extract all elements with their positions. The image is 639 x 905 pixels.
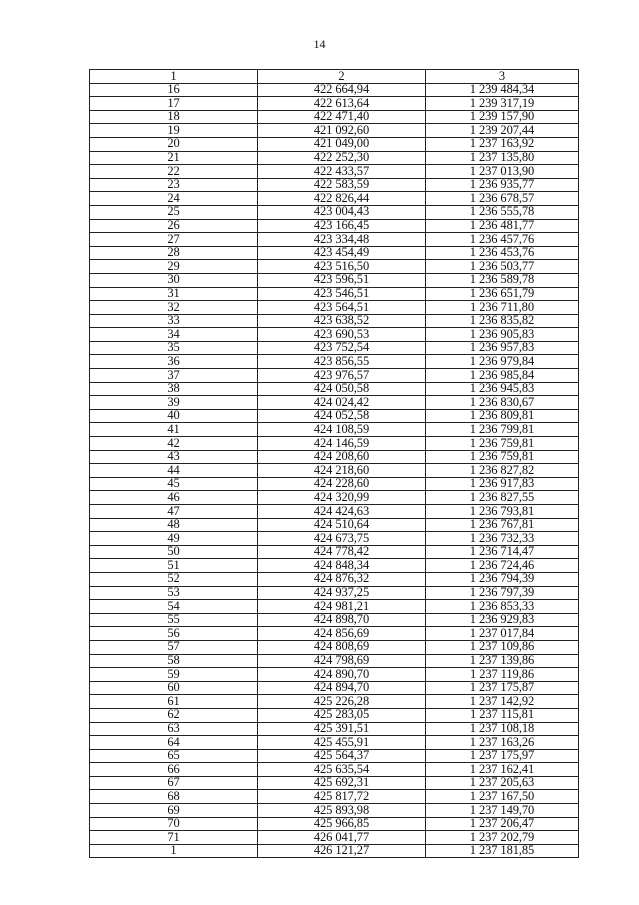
cell-point-number: 17	[90, 97, 258, 111]
cell-point-number: 65	[90, 749, 258, 763]
cell-point-number: 36	[90, 355, 258, 369]
cell-x-coordinate: 424 778,42	[258, 545, 426, 559]
cell-y-coordinate: 1 236 979,84	[426, 355, 579, 369]
cell-x-coordinate: 423 546,51	[258, 287, 426, 301]
cell-point-number: 70	[90, 817, 258, 831]
table-row	[90, 627, 579, 641]
table-row	[90, 708, 579, 722]
cell-x-coordinate: 422 583,59	[258, 178, 426, 192]
cell-y-coordinate: 1 237 163,26	[426, 736, 579, 750]
table-row	[90, 681, 579, 695]
cell-point-number: 58	[90, 654, 258, 668]
cell-x-coordinate: 422 471,40	[258, 110, 426, 124]
cell-x-coordinate: 424 108,59	[258, 423, 426, 437]
cell-x-coordinate: 423 564,51	[258, 301, 426, 315]
cell-x-coordinate: 421 049,00	[258, 137, 426, 151]
cell-x-coordinate: 424 898,70	[258, 613, 426, 627]
column-header-point: 1	[90, 70, 258, 84]
cell-point-number: 18	[90, 110, 258, 124]
table-row	[90, 314, 579, 328]
table-row	[90, 736, 579, 750]
table-row	[90, 559, 579, 573]
cell-x-coordinate: 422 826,44	[258, 192, 426, 206]
table-row	[90, 151, 579, 165]
cell-point-number: 22	[90, 165, 258, 179]
cell-x-coordinate: 424 890,70	[258, 668, 426, 682]
table-row	[90, 192, 579, 206]
cell-y-coordinate: 1 236 481,77	[426, 219, 579, 233]
cell-x-coordinate: 424 052,58	[258, 409, 426, 423]
cell-y-coordinate: 1 236 457,76	[426, 233, 579, 247]
cell-x-coordinate: 424 050,58	[258, 382, 426, 396]
cell-x-coordinate: 424 218,60	[258, 464, 426, 478]
table-row	[90, 382, 579, 396]
cell-point-number: 20	[90, 137, 258, 151]
cell-point-number: 1	[90, 844, 258, 858]
cell-point-number: 19	[90, 124, 258, 138]
cell-y-coordinate: 1 236 957,83	[426, 341, 579, 355]
cell-y-coordinate: 1 237 181,85	[426, 844, 579, 858]
column-header-y: 3	[426, 70, 579, 84]
table-row	[90, 831, 579, 845]
cell-point-number: 37	[90, 369, 258, 383]
table-row	[90, 613, 579, 627]
cell-x-coordinate: 424 798,69	[258, 654, 426, 668]
cell-point-number: 27	[90, 233, 258, 247]
cell-y-coordinate: 1 237 119,86	[426, 668, 579, 682]
cell-y-coordinate: 1 236 767,81	[426, 518, 579, 532]
table-row	[90, 341, 579, 355]
cell-point-number: 25	[90, 205, 258, 219]
cell-x-coordinate: 422 664,94	[258, 83, 426, 97]
table-body	[90, 83, 579, 858]
cell-y-coordinate: 1 236 724,46	[426, 559, 579, 573]
cell-point-number: 60	[90, 681, 258, 695]
cell-x-coordinate: 425 564,37	[258, 749, 426, 763]
cell-x-coordinate: 424 981,21	[258, 600, 426, 614]
cell-y-coordinate: 1 236 827,82	[426, 464, 579, 478]
cell-point-number: 44	[90, 464, 258, 478]
table-row	[90, 763, 579, 777]
cell-x-coordinate: 423 454,49	[258, 246, 426, 260]
cell-point-number: 47	[90, 505, 258, 519]
cell-x-coordinate: 424 320,99	[258, 491, 426, 505]
cell-x-coordinate: 423 638,52	[258, 314, 426, 328]
cell-x-coordinate: 423 334,48	[258, 233, 426, 247]
cell-point-number: 39	[90, 396, 258, 410]
cell-x-coordinate: 423 516,50	[258, 260, 426, 274]
cell-y-coordinate: 1 236 589,78	[426, 273, 579, 287]
cell-point-number: 21	[90, 151, 258, 165]
cell-x-coordinate: 424 894,70	[258, 681, 426, 695]
cell-point-number: 64	[90, 736, 258, 750]
cell-x-coordinate: 425 817,72	[258, 790, 426, 804]
cell-point-number: 42	[90, 437, 258, 451]
table-row	[90, 844, 579, 858]
cell-point-number: 66	[90, 763, 258, 777]
cell-y-coordinate: 1 237 175,97	[426, 749, 579, 763]
table-row	[90, 219, 579, 233]
table-row	[90, 246, 579, 260]
cell-point-number: 34	[90, 328, 258, 342]
table-row	[90, 260, 579, 274]
cell-y-coordinate: 1 236 827,55	[426, 491, 579, 505]
cell-y-coordinate: 1 236 759,81	[426, 437, 579, 451]
table-row	[90, 137, 579, 151]
cell-x-coordinate: 425 455,91	[258, 736, 426, 750]
cell-y-coordinate: 1 237 163,92	[426, 137, 579, 151]
cell-point-number: 52	[90, 572, 258, 586]
table-row	[90, 464, 579, 478]
cell-point-number: 71	[90, 831, 258, 845]
table-row	[90, 586, 579, 600]
cell-y-coordinate: 1 237 108,18	[426, 722, 579, 736]
cell-x-coordinate: 424 146,59	[258, 437, 426, 451]
cell-y-coordinate: 1 237 135,80	[426, 151, 579, 165]
cell-x-coordinate: 422 613,64	[258, 97, 426, 111]
cell-x-coordinate: 425 966,85	[258, 817, 426, 831]
cell-y-coordinate: 1 237 115,81	[426, 708, 579, 722]
cell-y-coordinate: 1 237 175,87	[426, 681, 579, 695]
cell-y-coordinate: 1 236 651,79	[426, 287, 579, 301]
cell-y-coordinate: 1 236 835,82	[426, 314, 579, 328]
cell-y-coordinate: 1 236 945,83	[426, 382, 579, 396]
cell-point-number: 55	[90, 613, 258, 627]
cell-x-coordinate: 423 856,55	[258, 355, 426, 369]
cell-y-coordinate: 1 236 732,33	[426, 532, 579, 546]
cell-x-coordinate: 425 635,54	[258, 763, 426, 777]
cell-y-coordinate: 1 239 207,44	[426, 124, 579, 138]
cell-point-number: 35	[90, 341, 258, 355]
cell-y-coordinate: 1 236 853,33	[426, 600, 579, 614]
cell-x-coordinate: 421 092,60	[258, 124, 426, 138]
cell-point-number: 46	[90, 491, 258, 505]
cell-y-coordinate: 1 237 017,84	[426, 627, 579, 641]
table-row	[90, 654, 579, 668]
table-row	[90, 545, 579, 559]
cell-y-coordinate: 1 236 759,81	[426, 450, 579, 464]
cell-point-number: 16	[90, 83, 258, 97]
table-row	[90, 600, 579, 614]
cell-y-coordinate: 1 236 794,39	[426, 572, 579, 586]
table-row	[90, 572, 579, 586]
cell-point-number: 38	[90, 382, 258, 396]
cell-point-number: 33	[90, 314, 258, 328]
cell-y-coordinate: 1 236 714,47	[426, 545, 579, 559]
cell-x-coordinate: 424 510,64	[258, 518, 426, 532]
cell-point-number: 29	[90, 260, 258, 274]
cell-point-number: 63	[90, 722, 258, 736]
cell-x-coordinate: 424 856,69	[258, 627, 426, 641]
cell-point-number: 51	[90, 559, 258, 573]
table-row	[90, 396, 579, 410]
cell-y-coordinate: 1 237 202,79	[426, 831, 579, 845]
cell-point-number: 31	[90, 287, 258, 301]
cell-point-number: 54	[90, 600, 258, 614]
cell-point-number: 48	[90, 518, 258, 532]
table-row	[90, 110, 579, 124]
table-row	[90, 722, 579, 736]
page-number: 14	[313, 37, 326, 51]
cell-y-coordinate: 1 236 929,83	[426, 613, 579, 627]
table-row	[90, 450, 579, 464]
table-row	[90, 804, 579, 818]
cell-x-coordinate: 424 673,75	[258, 532, 426, 546]
table-row	[90, 97, 579, 111]
cell-x-coordinate: 423 690,53	[258, 328, 426, 342]
cell-x-coordinate: 424 937,25	[258, 586, 426, 600]
table-row	[90, 505, 579, 519]
cell-point-number: 43	[90, 450, 258, 464]
cell-y-coordinate: 1 236 935,77	[426, 178, 579, 192]
table-row	[90, 409, 579, 423]
table-row	[90, 776, 579, 790]
cell-y-coordinate: 1 236 453,76	[426, 246, 579, 260]
cell-point-number: 57	[90, 640, 258, 654]
table-row	[90, 205, 579, 219]
cell-y-coordinate: 1 237 206,47	[426, 817, 579, 831]
cell-y-coordinate: 1 237 167,50	[426, 790, 579, 804]
cell-x-coordinate: 424 024,42	[258, 396, 426, 410]
table-row	[90, 477, 579, 491]
table-row	[90, 423, 579, 437]
cell-x-coordinate: 425 391,51	[258, 722, 426, 736]
cell-x-coordinate: 424 424,63	[258, 505, 426, 519]
cell-y-coordinate: 1 236 799,81	[426, 423, 579, 437]
cell-point-number: 24	[90, 192, 258, 206]
cell-x-coordinate: 425 283,05	[258, 708, 426, 722]
cell-y-coordinate: 1 236 809,81	[426, 409, 579, 423]
cell-x-coordinate: 424 208,60	[258, 450, 426, 464]
table-row	[90, 355, 579, 369]
cell-y-coordinate: 1 236 555,78	[426, 205, 579, 219]
table-row	[90, 328, 579, 342]
cell-y-coordinate: 1 236 678,57	[426, 192, 579, 206]
table-row	[90, 165, 579, 179]
cell-point-number: 28	[90, 246, 258, 260]
cell-y-coordinate: 1 239 157,90	[426, 110, 579, 124]
cell-y-coordinate: 1 236 905,83	[426, 328, 579, 342]
cell-point-number: 69	[90, 804, 258, 818]
cell-y-coordinate: 1 236 830,67	[426, 396, 579, 410]
table-row	[90, 695, 579, 709]
column-header-x: 2	[258, 70, 426, 84]
cell-point-number: 45	[90, 477, 258, 491]
cell-x-coordinate: 426 041,77	[258, 831, 426, 845]
table-row	[90, 437, 579, 451]
cell-x-coordinate: 423 976,57	[258, 369, 426, 383]
table-row	[90, 532, 579, 546]
cell-x-coordinate: 425 893,98	[258, 804, 426, 818]
cell-x-coordinate: 425 226,28	[258, 695, 426, 709]
cell-x-coordinate: 424 228,60	[258, 477, 426, 491]
cell-y-coordinate: 1 236 793,81	[426, 505, 579, 519]
table-row	[90, 233, 579, 247]
table-row	[90, 491, 579, 505]
cell-x-coordinate: 425 692,31	[258, 776, 426, 790]
table-row	[90, 518, 579, 532]
table-header-row	[90, 70, 579, 84]
cell-y-coordinate: 1 237 162,41	[426, 763, 579, 777]
table-row	[90, 287, 579, 301]
cell-point-number: 68	[90, 790, 258, 804]
cell-point-number: 23	[90, 178, 258, 192]
table-row	[90, 124, 579, 138]
cell-point-number: 30	[90, 273, 258, 287]
table-row	[90, 668, 579, 682]
cell-point-number: 62	[90, 708, 258, 722]
table-row	[90, 273, 579, 287]
cell-point-number: 49	[90, 532, 258, 546]
cell-point-number: 53	[90, 586, 258, 600]
cell-y-coordinate: 1 236 503,77	[426, 260, 579, 274]
cell-y-coordinate: 1 237 013,90	[426, 165, 579, 179]
cell-x-coordinate: 423 004,43	[258, 205, 426, 219]
cell-point-number: 50	[90, 545, 258, 559]
cell-y-coordinate: 1 237 205,63	[426, 776, 579, 790]
cell-x-coordinate: 424 808,69	[258, 640, 426, 654]
cell-x-coordinate: 424 848,34	[258, 559, 426, 573]
cell-point-number: 26	[90, 219, 258, 233]
cell-x-coordinate: 422 433,57	[258, 165, 426, 179]
cell-x-coordinate: 424 876,32	[258, 572, 426, 586]
cell-point-number: 40	[90, 409, 258, 423]
cell-point-number: 32	[90, 301, 258, 315]
table-row	[90, 83, 579, 97]
cell-x-coordinate: 426 121,27	[258, 844, 426, 858]
cell-point-number: 61	[90, 695, 258, 709]
table-row	[90, 301, 579, 315]
table-row	[90, 817, 579, 831]
table-row	[90, 178, 579, 192]
cell-y-coordinate: 1 236 917,83	[426, 477, 579, 491]
cell-point-number: 56	[90, 627, 258, 641]
table-row	[90, 640, 579, 654]
cell-y-coordinate: 1 239 317,19	[426, 97, 579, 111]
cell-y-coordinate: 1 236 985,84	[426, 369, 579, 383]
cell-x-coordinate: 423 596,51	[258, 273, 426, 287]
cell-y-coordinate: 1 239 484,34	[426, 83, 579, 97]
cell-point-number: 59	[90, 668, 258, 682]
cell-point-number: 41	[90, 423, 258, 437]
coordinates-table	[89, 69, 579, 858]
cell-y-coordinate: 1 237 149,70	[426, 804, 579, 818]
cell-x-coordinate: 422 252,30	[258, 151, 426, 165]
cell-y-coordinate: 1 237 139,86	[426, 654, 579, 668]
cell-x-coordinate: 423 166,45	[258, 219, 426, 233]
cell-point-number: 67	[90, 776, 258, 790]
cell-y-coordinate: 1 237 142,92	[426, 695, 579, 709]
cell-x-coordinate: 423 752,54	[258, 341, 426, 355]
table-row	[90, 369, 579, 383]
cell-y-coordinate: 1 236 797,39	[426, 586, 579, 600]
cell-y-coordinate: 1 236 711,80	[426, 301, 579, 315]
cell-y-coordinate: 1 237 109,86	[426, 640, 579, 654]
table-row	[90, 749, 579, 763]
table-row	[90, 790, 579, 804]
